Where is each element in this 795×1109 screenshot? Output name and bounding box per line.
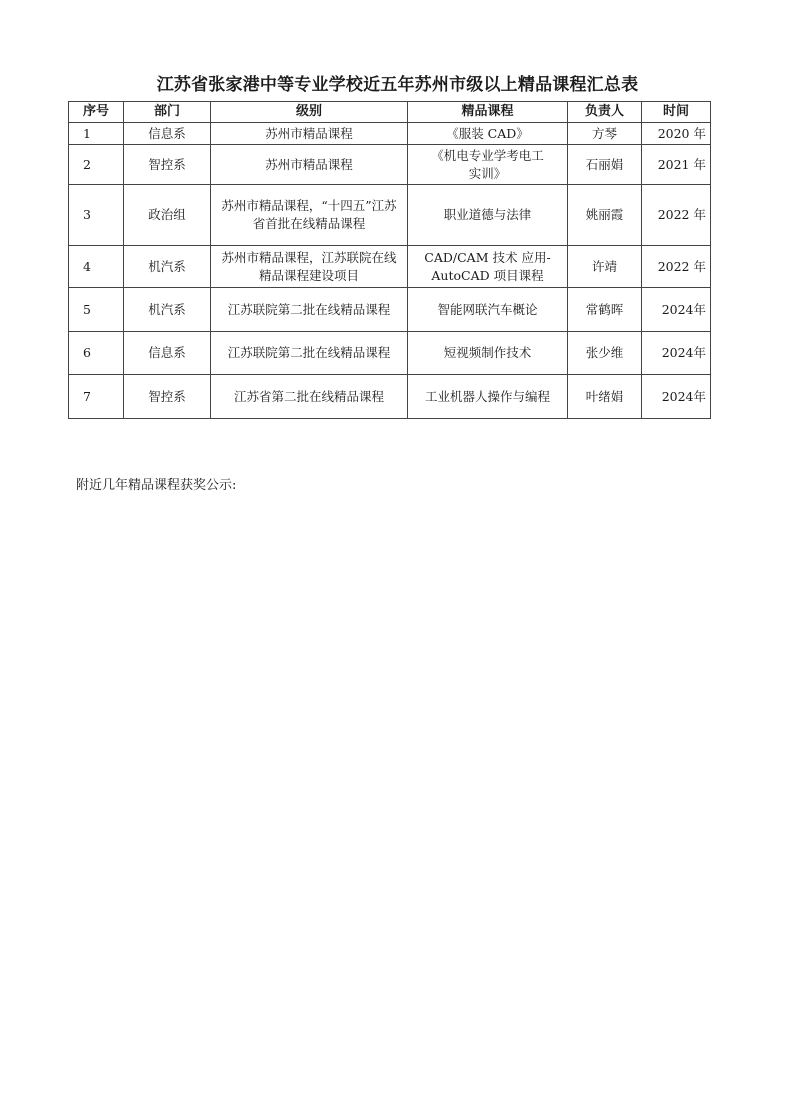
course-summary-table [68, 101, 711, 419]
cell-dept: 信息系 [124, 332, 211, 375]
cell-no: 6 [69, 332, 124, 375]
cell-dept: 智控系 [124, 375, 211, 419]
cell-level: 江苏联院第二批在线精品课程 [211, 288, 408, 332]
cell-no: 7 [69, 375, 124, 419]
cell-dept: 政治组 [124, 185, 211, 246]
cell-time: 2021 年 [642, 145, 711, 185]
cell-owner: 姚丽霞 [568, 185, 642, 246]
table-row [69, 332, 711, 375]
header-owner: 负责人 [568, 102, 642, 123]
table-row [69, 246, 711, 288]
cell-time: 2024年 [642, 332, 711, 375]
header-no: 序号 [69, 102, 124, 123]
table-row [69, 375, 711, 419]
page-title: 江苏省张家港中等专业学校近五年苏州市级以上精品课程汇总表 [156, 75, 639, 95]
cell-level: 江苏省第二批在线精品课程 [211, 375, 408, 419]
cell-course: 《服装 CAD》 [408, 123, 568, 145]
header-dept: 部门 [124, 102, 211, 123]
table-header-row [69, 102, 711, 123]
cell-course: CAD/CAM 技术 应用-AutoCAD 项目课程 [408, 246, 568, 288]
cell-level: 江苏联院第二批在线精品课程 [211, 332, 408, 375]
cell-no: 5 [69, 288, 124, 332]
table-row [69, 185, 711, 246]
cell-course: 智能网联汽车概论 [408, 288, 568, 332]
header-time: 时间 [642, 102, 711, 123]
cell-no: 3 [69, 185, 124, 246]
cell-owner: 常鹤晖 [568, 288, 642, 332]
cell-no: 4 [69, 246, 124, 288]
cell-time: 2020 年 [642, 123, 711, 145]
cell-owner: 张少维 [568, 332, 642, 375]
awards-note: 附近几年精品课程获奖公示: [76, 478, 237, 493]
table-row [69, 123, 711, 145]
cell-level: 苏州市精品课程，“十四五”江苏省首批在线精品课程 [211, 185, 408, 246]
header-course: 精品课程 [408, 102, 568, 123]
cell-no: 2 [69, 145, 124, 185]
cell-course: 职业道德与法律 [408, 185, 568, 246]
cell-owner: 石丽娟 [568, 145, 642, 185]
cell-time: 2024年 [642, 375, 711, 419]
cell-dept: 机汽系 [124, 288, 211, 332]
cell-owner: 方琴 [568, 123, 642, 145]
cell-time: 2024年 [642, 288, 711, 332]
cell-level: 苏州市精品课程 [211, 123, 408, 145]
cell-owner: 许靖 [568, 246, 642, 288]
table-row [69, 145, 711, 185]
cell-level: 苏州市精品课程，江苏联院在线精品课程建设项目 [211, 246, 408, 288]
cell-level: 苏州市精品课程 [211, 145, 408, 185]
cell-course: 工业机器人操作与编程 [408, 375, 568, 419]
cell-no: 1 [69, 123, 124, 145]
table-row [69, 288, 711, 332]
cell-time: 2022 年 [642, 185, 711, 246]
cell-course: 短视频制作技术 [408, 332, 568, 375]
cell-owner: 叶绪娟 [568, 375, 642, 419]
cell-time: 2022 年 [642, 246, 711, 288]
cell-dept: 智控系 [124, 145, 211, 185]
header-level: 级别 [211, 102, 408, 123]
cell-course: 《机电专业学考电工实训》 [408, 145, 568, 185]
cell-dept: 信息系 [124, 123, 211, 145]
cell-dept: 机汽系 [124, 246, 211, 288]
